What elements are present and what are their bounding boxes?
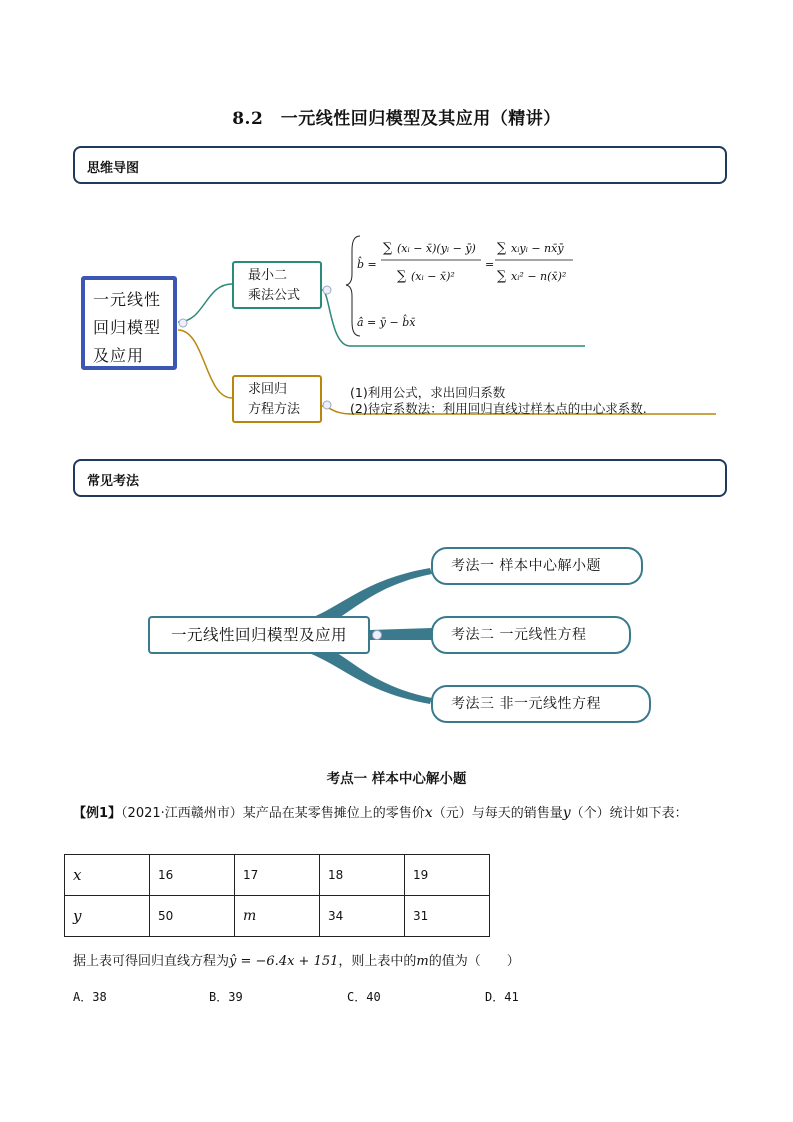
table-cell: 16 <box>150 855 235 896</box>
example-text-b: （元）与每天的销售量 <box>432 806 563 821</box>
question-text-a: 据上表可得回归直线方程为 <box>73 954 230 969</box>
mindmap2-root: 一元线性回归模型及应用 <box>148 616 370 654</box>
option-a[interactable]: A．38 <box>73 990 107 1004</box>
svg-text:∑: ∑ <box>397 269 407 284</box>
node-line: 求回归 <box>248 382 288 397</box>
table-row <box>65 855 490 896</box>
question-text <box>73 950 520 969</box>
method-two: (2)待定系数法：利用回归直线过样本点的中心求系数. <box>350 401 647 416</box>
regression-equation: ŷ = −6.4x + 151 <box>229 954 339 969</box>
var-y: y <box>562 805 571 821</box>
option-b[interactable]: B．39 <box>209 990 243 1004</box>
example-text-c: （个）统计如下表： <box>570 806 688 821</box>
kaodian-heading: 考点一 样本中心解小题 <box>326 771 467 787</box>
var-x: x <box>424 805 433 821</box>
option-d[interactable]: D．41 <box>485 990 519 1004</box>
table-cell: x <box>65 855 150 896</box>
table-cell: 19 <box>405 855 490 896</box>
svg-text:xᵢ² − n(x̄)²: xᵢ² − n(x̄)² <box>511 270 567 283</box>
example-1-text <box>73 797 733 830</box>
document-title: 8.2 一元线性回归模型及其应用（精讲） <box>232 109 561 129</box>
method-one: (1)利用公式，求出回归系数 <box>350 385 506 400</box>
svg-text:xᵢyᵢ − nx̄ȳ: xᵢyᵢ − nx̄ȳ <box>511 242 564 255</box>
mindmap-root-line: 一元线性 <box>93 290 162 309</box>
table-cell: 17 <box>235 855 320 896</box>
table-cell: 50 <box>150 896 235 937</box>
table-cell: 34 <box>320 896 405 937</box>
option-c[interactable]: C．40 <box>347 990 381 1004</box>
table-row <box>65 896 490 937</box>
node-line: 方程方法 <box>248 402 301 417</box>
mindmap-root-line: 及应用 <box>93 346 145 365</box>
svg-text:∑: ∑ <box>497 269 507 284</box>
table-cell: 31 <box>405 896 490 937</box>
section-mindmap-label: 思维导图 <box>87 161 140 176</box>
svg-text:∑: ∑ <box>497 241 507 256</box>
svg-text:(xᵢ − x̄)²: (xᵢ − x̄)² <box>411 270 455 283</box>
question-text-b: ，则上表中的 <box>338 954 417 969</box>
table-cell: m <box>235 896 320 937</box>
svg-text:=: = <box>485 258 495 271</box>
svg-text:â = ȳ − b̂x̄: â = ȳ − b̂x̄ <box>357 316 416 329</box>
svg-text:(xᵢ − x̄)(yᵢ − ȳ): (xᵢ − x̄)(yᵢ − ȳ) <box>397 242 476 255</box>
example-source: （2021·江西赣州市） <box>121 806 243 821</box>
mindmap2-item-3: 考法三 非一元线性方程 <box>431 685 651 723</box>
mindmap2-item-2: 考法二 一元线性方程 <box>431 616 631 654</box>
example-tag: 【例1】 <box>73 806 122 821</box>
node-line: 最小二 <box>248 268 288 283</box>
example-text-a: 某产品在某零售摊位上的零售价 <box>242 806 425 821</box>
table-cell: y <box>65 896 150 937</box>
var-m: m <box>416 954 429 969</box>
svg-text:∑: ∑ <box>383 241 393 256</box>
question-text-c: 的值为（ ） <box>428 954 520 969</box>
table-cell: 18 <box>320 855 405 896</box>
mindmap-root-line: 回归模型 <box>93 318 162 337</box>
mindmap2-item-1: 考法一 样本中心解小题 <box>431 547 643 585</box>
section-common-label: 常见考法 <box>87 474 140 489</box>
data-table <box>64 854 490 937</box>
svg-text:b̂ =: b̂ = <box>357 258 377 271</box>
node-line: 乘法公式 <box>248 288 301 303</box>
